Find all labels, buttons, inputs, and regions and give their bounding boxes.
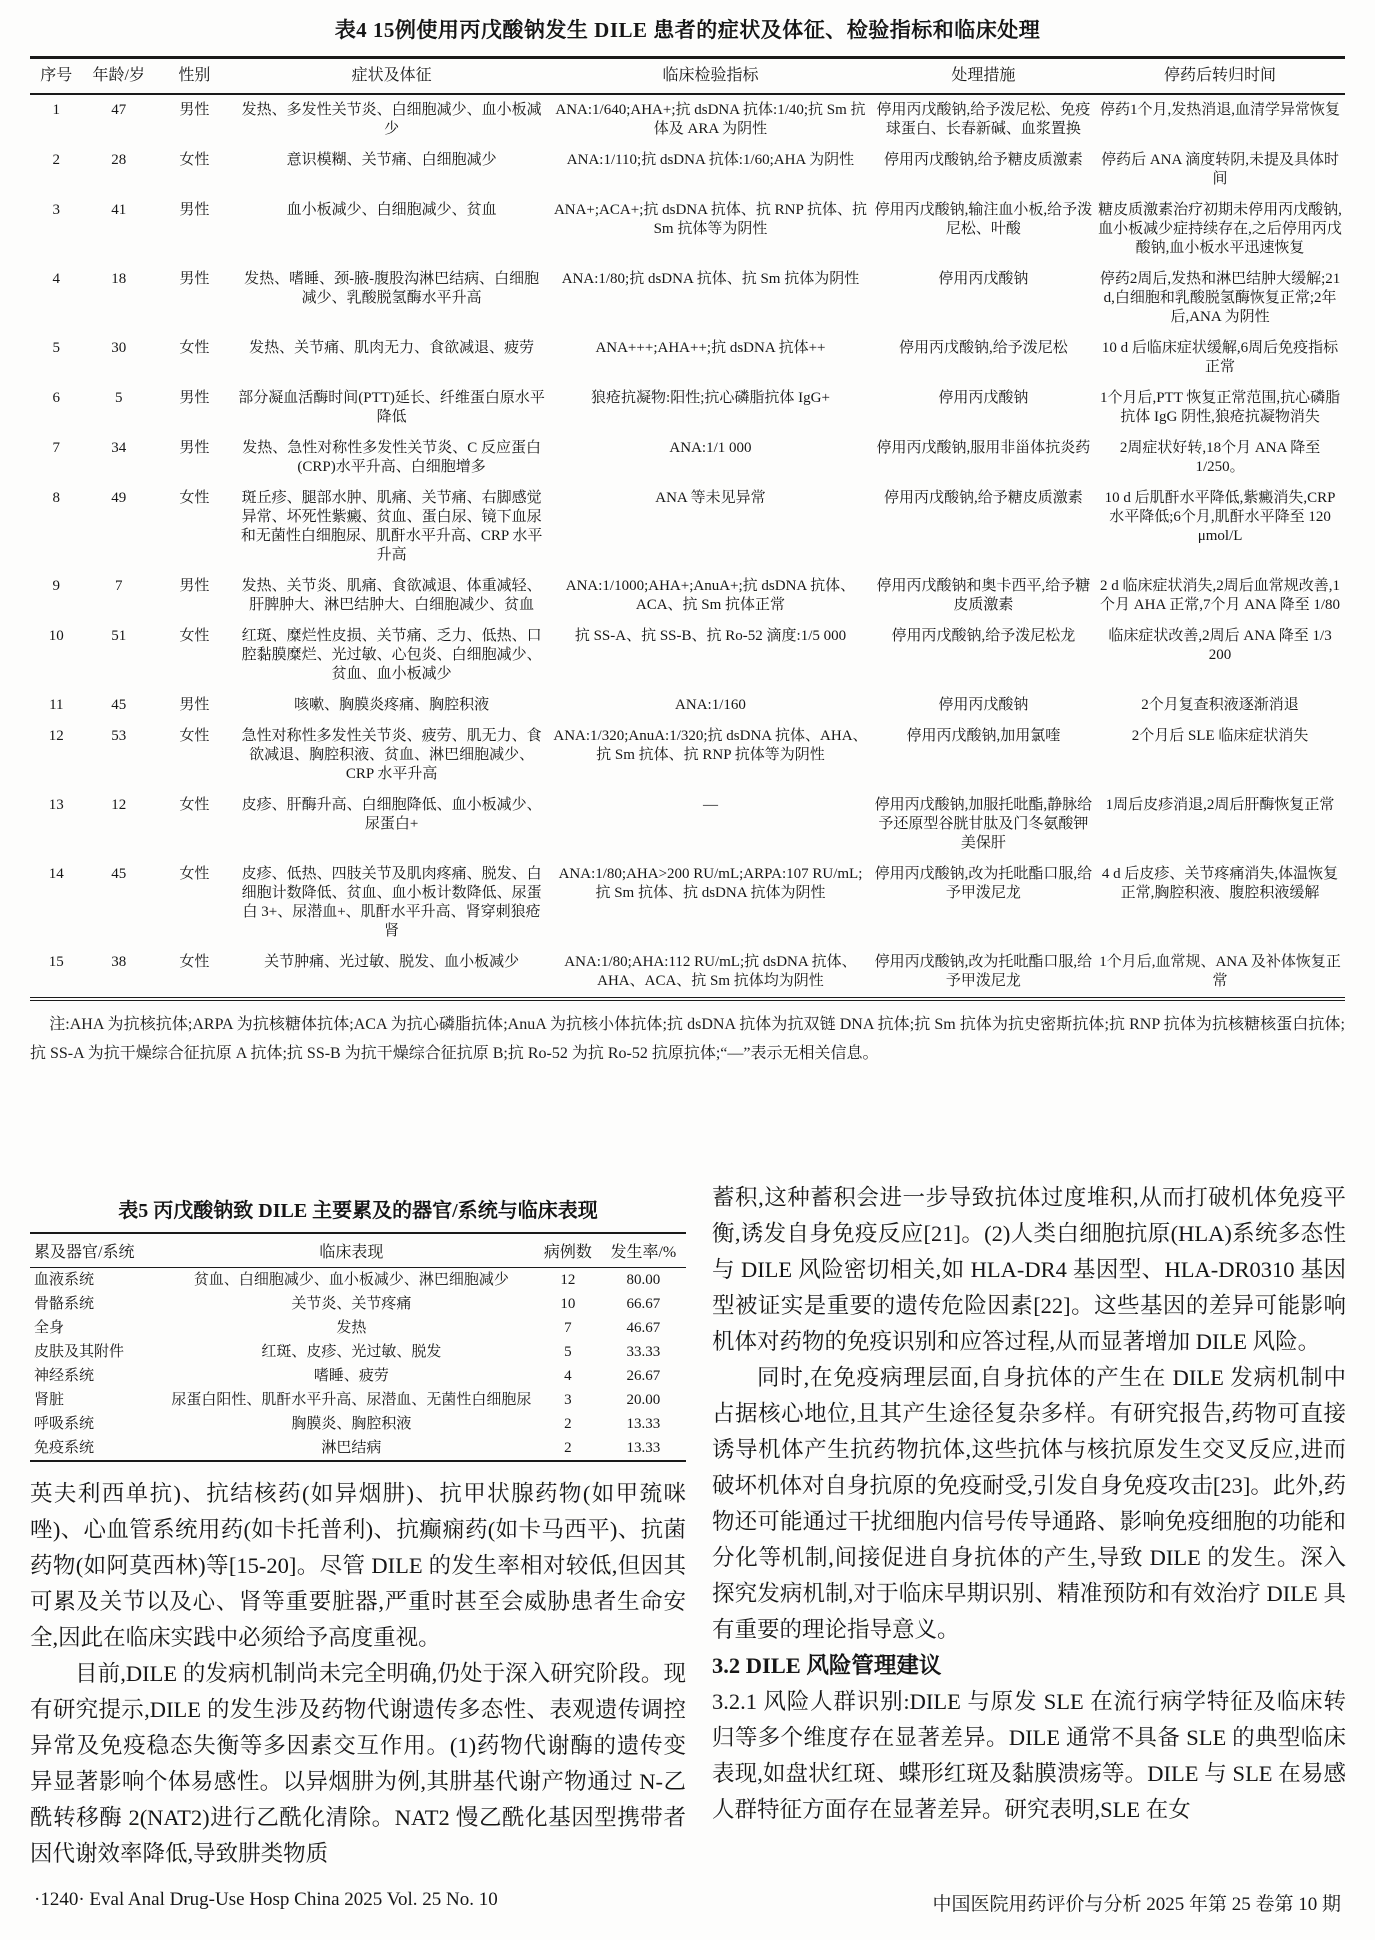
symptoms-cell: 皮疹、肝酶升高、白细胞降低、血小板减少、尿蛋白+: [241, 797, 542, 832]
treatment-cell: 停用丙戊酸钠,改为托吡酯口服,给予甲泼尼龙: [874, 866, 1093, 901]
cases-cell: 2: [564, 1440, 572, 1456]
table5-title: 表5 丙戊酸钠致 DILE 主要累及的器官/系统与临床表现: [118, 1200, 598, 1222]
sex-cell: 男性: [179, 390, 210, 406]
table-row: [30, 145, 1345, 195]
body-paragraph: 目前,DILE 的发病机制尚未完全明确,仍处于深入研究阶段。现有研究提示,DILE 的发生涉及药物代谢遗传多态性、表观遗传调控异常及免疫稳态失衡等多因素交互作用。(1)药物代谢酶的遗传变异显著影响个体易感性。以异烟肼为例,其肼基代谢产物通过 N-乙酰转移酶 2(NAT2)进行乙酰化清除。NAT2 慢乙酰化基因型携带者因代谢效率降低,导致肼类物质: [30, 1661, 686, 1866]
section-heading: 3.2 DILE 风险管理建议: [712, 1653, 942, 1678]
labs-cell: ANA:1/160: [675, 697, 746, 713]
age-cell: 7: [115, 578, 123, 594]
cases-cell: 7: [564, 1320, 572, 1336]
cases-cell: 5: [564, 1344, 572, 1360]
cases-cell: 12: [560, 1272, 576, 1288]
case-number-cell: 5: [52, 340, 61, 356]
table4: [30, 56, 1345, 1001]
age-cell: 38: [111, 954, 127, 970]
case-number-cell: 12: [48, 728, 64, 744]
labs-cell: ANA 等未见异常: [655, 490, 766, 506]
sex-cell: 女性: [179, 954, 210, 970]
col-header-labs: 临床检验指标: [549, 58, 871, 95]
case-number-cell: 11: [49, 697, 64, 713]
sex-cell: 男性: [179, 440, 210, 456]
symptoms-cell: 皮疹、低热、四肢关节及肌肉疼痛、脱发、白细胞计数降低、贫血、血小板计数降低、尿蛋白 3+、尿潜血+、肌酐水平升高、肾穿刺狼疮肾: [241, 866, 542, 939]
table5-body: [30, 1268, 686, 1462]
col-header-no: 序号: [30, 58, 83, 95]
sex-cell: 女性: [179, 866, 210, 882]
col-header-system: 累及器官/系统: [30, 1233, 168, 1268]
cases-cell: 2: [564, 1416, 572, 1432]
case-number-cell: 3: [52, 202, 61, 218]
case-number-cell: 14: [48, 866, 64, 882]
labs-cell: ANA:1/80;AHA:112 RU/mL;抗 dsDNA 抗体、AHA、ACA、抗 Sm 抗体均为阴性: [564, 954, 857, 989]
table-row: [30, 264, 1345, 333]
table4-footnote: 注:AHA 为抗核抗体;ARPA 为抗核糖体抗体;ACA 为抗心磷脂抗体;AnuA 为抗核小体抗体;抗 dsDNA 抗体为抗双链 DNA 抗体;抗 Sm 抗体为抗史密斯抗体;抗 RNP 抗体为抗核糖核蛋白抗体;抗 SS-A 为抗干燥综合征抗原 A 抗体;抗 SS-B 为抗干燥综合征抗原 B;抗 Ro-52 为抗 Ro-52 抗原抗体;“—”表示无相关信息。: [30, 1016, 1345, 1062]
case-number-cell: 10: [48, 628, 64, 644]
rate-cell: 26.67: [626, 1368, 661, 1384]
age-cell: 30: [111, 340, 127, 356]
labs-cell: ANA:1/1 000: [669, 440, 752, 456]
cases-cell: 4: [564, 1368, 572, 1384]
symptoms-cell: 发热、关节炎、肌痛、食欲减退、体重减轻、肝脾肿大、淋巴结肿大、白细胞减少、贫血: [241, 578, 542, 613]
manifestation-cell: 尿蛋白阳性、肌酐水平升高、尿潜血、无菌性白细胞尿: [171, 1392, 532, 1408]
treatment-cell: 停用丙戊酸钠: [938, 697, 1029, 713]
treatment-cell: 停用丙戊酸钠,给予糖皮质激素: [883, 152, 1083, 168]
table-row: [30, 859, 1345, 947]
outcome-cell: 停药2周后,发热和淋巴结肿大缓解;21 d,白细胞和乳酸脱氢酶恢复正常;2年后,ANA 为阴性: [1099, 271, 1341, 325]
treatment-cell: 停用丙戊酸钠,给予泼尼松龙: [891, 628, 1076, 644]
table-row: [30, 790, 1345, 859]
outcome-cell: 2个月后 SLE 临床症状消失: [1131, 728, 1309, 744]
sex-cell: 女性: [179, 152, 210, 168]
outcome-cell: 1个月后,血常规、ANA 及补体恢复正常: [1099, 954, 1341, 989]
table-row: [30, 1364, 686, 1388]
rate-cell: 66.67: [626, 1296, 661, 1312]
labs-cell: ANA+++;AHA++;抗 dsDNA 抗体++: [595, 340, 826, 356]
labs-cell: ANA:1/1000;AHA+;AnuA+;抗 dsDNA 抗体、ACA、抗 Sm 抗体正常: [565, 578, 856, 613]
system-cell: 神经系统: [34, 1368, 95, 1384]
treatment-cell: 停用丙戊酸钠,加用氯喹: [906, 728, 1061, 744]
symptoms-cell: 红斑、糜烂性皮损、关节痛、乏力、低热、口腔黏膜糜烂、光过敏、心包炎、白细胞减少、贫血、血小板减少: [241, 628, 542, 682]
outcome-cell: 2周症状好转,18个月 ANA 降至1/250。: [1119, 440, 1321, 475]
col-header-symptoms: 症状及体征: [234, 58, 550, 95]
outcome-cell: 10 d 后临床症状缓解,6周后免疫指标正常: [1101, 340, 1339, 375]
outcome-cell: 1个月后,PTT 恢复正常范围,抗心磷脂抗体 IgG 阴性,狼疮抗凝物消失: [1099, 390, 1341, 425]
treatment-cell: 停用丙戊酸钠,加服托吡酯,静脉给予还原型谷胱甘肽及门冬氨酸钾美保肝: [874, 797, 1093, 851]
footer-left-page-info: ·1240· Eval Anal Drug-Use Hosp China 2025 Vol. 25 No. 10: [34, 1889, 498, 1910]
case-number-cell: 13: [48, 797, 64, 813]
system-cell: 皮肤及其附件: [34, 1344, 125, 1360]
table5-header: [30, 1233, 686, 1268]
body-paragraph: 3.2.1 风险人群识别:DILE 与原发 SLE 在流行病学特征及临床转归等多个维度存在显著差异。DILE 通常不具备 SLE 的典型临床表现,如盘状红斑、蝶形红斑及黏膜溃疡等。DILE 与 SLE 在易感人群特征方面存在显著差异。研究表明,SLE 在女: [712, 1689, 1346, 1822]
manifestation-cell: 关节炎、关节疼痛: [291, 1296, 412, 1312]
labs-cell: ANA:1/80;抗 dsDNA 抗体、抗 Sm 抗体为阴性: [561, 271, 860, 287]
footer-right-journal-info: 中国医院用药评价与分析 2025 年第 25 卷第 10 期: [932, 1894, 1341, 1915]
rate-cell: 20.00: [626, 1392, 661, 1408]
rate-cell: 46.67: [626, 1320, 661, 1336]
table-row: [30, 1388, 686, 1412]
age-cell: 45: [111, 866, 127, 882]
outcome-cell: 临床症状改善,2周后 ANA 降至 1/3 200: [1108, 628, 1332, 663]
table-row: [30, 947, 1345, 999]
system-cell: 骨骼系统: [34, 1296, 95, 1312]
symptoms-cell: 关节肿痛、光过敏、脱发、血小板减少: [264, 954, 520, 970]
rate-cell: 13.33: [626, 1440, 661, 1456]
case-number-cell: 1: [52, 102, 61, 118]
col-header-cases: 病例数: [535, 1233, 601, 1268]
system-cell: 全身: [34, 1320, 65, 1336]
system-cell: 呼吸系统: [34, 1416, 95, 1432]
col-header-treatment: 处理措施: [872, 58, 1096, 95]
rate-cell: 80.00: [626, 1272, 661, 1288]
treatment-cell: 停用丙戊酸钠,给予泼尼松: [898, 340, 1068, 356]
case-number-cell: 9: [52, 578, 61, 594]
table4-section: [30, 14, 1345, 1068]
table-row: [30, 1436, 686, 1461]
treatment-cell: 停用丙戊酸钠,输注血小板,给予泼尼松、叶酸: [874, 202, 1093, 237]
outcome-cell: 2 d 临床症状消失,2周后血常规改善,1个月 AHA 正常,7个月 ANA 降至 1/80: [1100, 578, 1341, 613]
outcome-cell: 1周后皮疹消退,2周后肝酶恢复正常: [1105, 797, 1335, 813]
table5: [30, 1232, 686, 1462]
treatment-cell: 停用丙戊酸钠,给予泼尼松、免疫球蛋白、长春新碱、血浆置换: [876, 102, 1091, 137]
symptoms-cell: 急性对称性多发性关节炎、疲劳、肌无力、食欲减退、胸腔积液、贫血、淋巴细胞减少、CRP 水平升高: [241, 728, 542, 782]
page-footer: [34, 1889, 1341, 1916]
table-row: [30, 483, 1345, 571]
symptoms-cell: 斑丘疹、腿部水肿、肌痛、关节痛、右脚感觉异常、坏死性紫癜、贫血、蛋白尿、镜下血尿和无菌性白细胞尿、肌酐水平升高、CRP 水平升高: [240, 490, 543, 563]
body-paragraph: 同时,在免疫病理层面,自身抗体的产生在 DILE 发病机制中占据核心地位,且其产生途径复杂多样。有研究报告,药物可直接诱导机体产生抗药物抗体,这些抗体与核抗原发生交叉反应,进而破坏机体对自身抗原的免疫耐受,引发自身免疫攻击[23]。此外,药物还可能通过干扰细胞内信号传导通路、影响免疫细胞的功能和分化等机制,间接促进自身抗体的产生,导致 DILE 的发生。深入探究发病机制,对于临床早期识别、精准预防和有效治疗 DILE 具有重要的理论指导意义。: [712, 1365, 1346, 1642]
table-row: [30, 621, 1345, 690]
table4-title: 表4 15例使用丙戊酸钠发生 DILE 患者的症状及体征、检验指标和临床处理: [334, 18, 1041, 42]
sex-cell: 女性: [179, 797, 210, 813]
col-header-sex: 性别: [155, 58, 234, 95]
right-column: [712, 1180, 1346, 1828]
table-row: [30, 333, 1345, 383]
manifestation-cell: 淋巴结病: [321, 1440, 382, 1456]
table-row: [30, 690, 1345, 721]
treatment-cell: 停用丙戊酸钠: [938, 271, 1029, 287]
labs-cell: ANA:1/320;AnuA:1/320;抗 dsDNA 抗体、AHA、抗 Sm 抗体、抗 RNP 抗体等为阴性: [553, 728, 868, 763]
age-cell: 47: [111, 102, 127, 118]
table-row: [30, 1316, 686, 1340]
symptoms-cell: 咳嗽、胸膜炎疼痛、胸腔积液: [294, 697, 490, 713]
symptoms-cell: 发热、多发性关节炎、白细胞减少、血小板减少: [241, 102, 542, 137]
age-cell: 5: [115, 390, 123, 406]
case-number-cell: 4: [52, 271, 61, 287]
table-row: [30, 1268, 686, 1293]
symptoms-cell: 发热、嗜睡、颈-腋-腹股沟淋巴结病、白细胞减少、乳酸脱氢酶水平升高: [244, 271, 540, 306]
age-cell: 53: [111, 728, 127, 744]
col-header-outcome: 停药后转归时间: [1095, 58, 1345, 95]
sex-cell: 男性: [179, 102, 210, 118]
table-row: [30, 1412, 686, 1436]
labs-cell: 狼疮抗凝物:阳性;抗心磷脂抗体 IgG+: [591, 390, 830, 406]
outcome-cell: 4 d 后皮疹、关节疼痛消失,体温恢复正常,胸腔积液、腹腔积液缓解: [1101, 866, 1339, 901]
table-row: [30, 94, 1345, 145]
sex-cell: 女性: [179, 340, 210, 356]
table4-header: [30, 58, 1345, 95]
labs-cell: —: [702, 797, 718, 813]
system-cell: 血液系统: [34, 1272, 95, 1288]
symptoms-cell: 部分凝血活酶时间(PTT)延长、纤维蛋白原水平降低: [238, 390, 545, 425]
col-header-age: 年龄/岁: [83, 58, 155, 95]
manifestation-cell: 胸膜炎、胸腔积液: [291, 1416, 412, 1432]
body-paragraph: 英夫利西单抗)、抗结核药(如异烟肼)、抗甲状腺药物(如甲巯咪唑)、心血管系统用药(如卡托普利)、抗癫痫药(如卡马西平)、抗菌药物(如阿莫西林)等[15-20]。尽管 DILE 的发生率相对较低,但因其可累及关节以及心、肾等重要脏器,严重时甚至会威胁患者生命安全,因此在临床实践中必须给予高度重视。: [30, 1481, 686, 1650]
sex-cell: 女性: [179, 728, 210, 744]
table-row: [30, 571, 1345, 621]
symptoms-cell: 意识模糊、关节痛、白细胞减少: [286, 152, 497, 168]
symptoms-cell: 发热、关节痛、肌肉无力、食欲减退、疲劳: [249, 340, 535, 356]
manifestation-cell: 红斑、皮疹、光过敏、脱发: [261, 1344, 442, 1360]
case-number-cell: 6: [52, 390, 61, 406]
sex-cell: 男性: [179, 271, 210, 287]
treatment-cell: 停用丙戊酸钠,改为托吡酯口服,给予甲泼尼龙: [874, 954, 1093, 989]
age-cell: 28: [111, 152, 127, 168]
age-cell: 12: [111, 797, 127, 813]
manifestation-cell: 嗜睡、疲劳: [313, 1368, 389, 1384]
sex-cell: 女性: [179, 490, 210, 506]
age-cell: 51: [111, 628, 127, 644]
table-row: [30, 195, 1345, 264]
table5-header-row: [30, 1233, 686, 1268]
cases-cell: 3: [564, 1392, 572, 1408]
age-cell: 34: [111, 440, 127, 456]
rate-cell: 13.33: [626, 1416, 661, 1432]
case-number-cell: 8: [52, 490, 61, 506]
table-row: [30, 383, 1345, 433]
sex-cell: 男性: [179, 202, 210, 218]
table-row: [30, 433, 1345, 483]
left-column: [30, 1192, 686, 1872]
body-paragraph: 蓄积,这种蓄积会进一步导致抗体过度堆积,从而打破机体免疫平衡,诱发自身免疫反应[21]。(2)人类白细胞抗原(HLA)系统多态性与 DILE 风险密切相关,如 HLA-DR4 基因型、HLA-DR0310 基因型被证实是重要的遗传危险因素[22]。这些基因的差异可能影响机体对药物的免疫识别和应答过程,从而显著增加 DILE 风险。: [712, 1185, 1346, 1354]
case-number-cell: 2: [52, 152, 61, 168]
case-number-cell: 15: [48, 954, 64, 970]
age-cell: 18: [111, 271, 127, 287]
labs-cell: ANA:1/110;抗 dsDNA 抗体:1/60;AHA 为阴性: [566, 152, 855, 168]
table4-body: [30, 94, 1345, 999]
outcome-cell: 停药后 ANA 滴度转阴,未提及具体时间: [1101, 152, 1340, 187]
manifestation-cell: 发热: [336, 1320, 367, 1336]
table-row: [30, 721, 1345, 790]
cases-cell: 10: [560, 1296, 576, 1312]
age-cell: 45: [111, 697, 127, 713]
treatment-cell: 停用丙戊酸钠,服用非甾体抗炎药: [876, 440, 1091, 456]
labs-cell: ANA:1/640;AHA+;抗 dsDNA 抗体:1/40;抗 Sm 抗体及 ARA 为阴性: [555, 102, 866, 137]
labs-cell: 抗 SS-A、抗 SS-B、抗 Ro-52 滴度:1/5 000: [574, 628, 847, 644]
treatment-cell: 停用丙戊酸钠: [938, 390, 1029, 406]
outcome-cell: 10 d 后肌酐水平降低,紫癜消失,CRP 水平降低;6个月,肌酐水平降至 120 μmol/L: [1104, 490, 1336, 544]
treatment-cell: 停用丙戊酸钠和奥卡西平,给予糖皮质激素: [876, 578, 1091, 613]
case-number-cell: 7: [52, 440, 61, 456]
symptoms-cell: 血小板减少、白细胞减少、贫血: [286, 202, 497, 218]
symptoms-cell: 发热、急性对称性多发性关节炎、C 反应蛋白(CRP)水平升高、白细胞增多: [242, 440, 541, 475]
labs-cell: ANA+;ACA+;抗 dsDNA 抗体、抗 RNP 抗体、抗 Sm 抗体等为阴性: [553, 202, 867, 237]
manifestation-cell: 贫血、白细胞减少、血小板减少、淋巴细胞减少: [193, 1272, 509, 1288]
sex-cell: 男性: [179, 697, 210, 713]
outcome-cell: 停药1个月,发热消退,血清学异常恢复: [1100, 102, 1341, 118]
age-cell: 41: [111, 202, 127, 218]
system-cell: 免疫系统: [34, 1440, 95, 1456]
treatment-cell: 停用丙戊酸钠,给予糖皮质激素: [883, 490, 1083, 506]
outcome-cell: 糖皮质激素治疗初期未停用丙戊酸钠,血小板减少症持续存在,之后停用丙戊酸钠,血小板水平迅速恢复: [1098, 202, 1342, 256]
labs-cell: ANA:1/80;AHA>200 RU/mL;ARPA:107 RU/mL;抗 Sm 抗体、抗 dsDNA 抗体为阴性: [558, 866, 863, 901]
table4-header-row: [30, 58, 1345, 95]
table-row: [30, 1292, 686, 1316]
outcome-cell: 2个月复查积液逐渐消退: [1141, 697, 1299, 713]
col-header-manifestation: 临床表现: [168, 1233, 535, 1268]
sex-cell: 女性: [179, 628, 210, 644]
col-header-rate: 发生率/%: [601, 1233, 686, 1268]
system-cell: 肾脏: [34, 1392, 65, 1408]
rate-cell: 33.33: [626, 1344, 661, 1360]
table-row: [30, 1340, 686, 1364]
age-cell: 49: [111, 490, 127, 506]
sex-cell: 男性: [179, 578, 210, 594]
